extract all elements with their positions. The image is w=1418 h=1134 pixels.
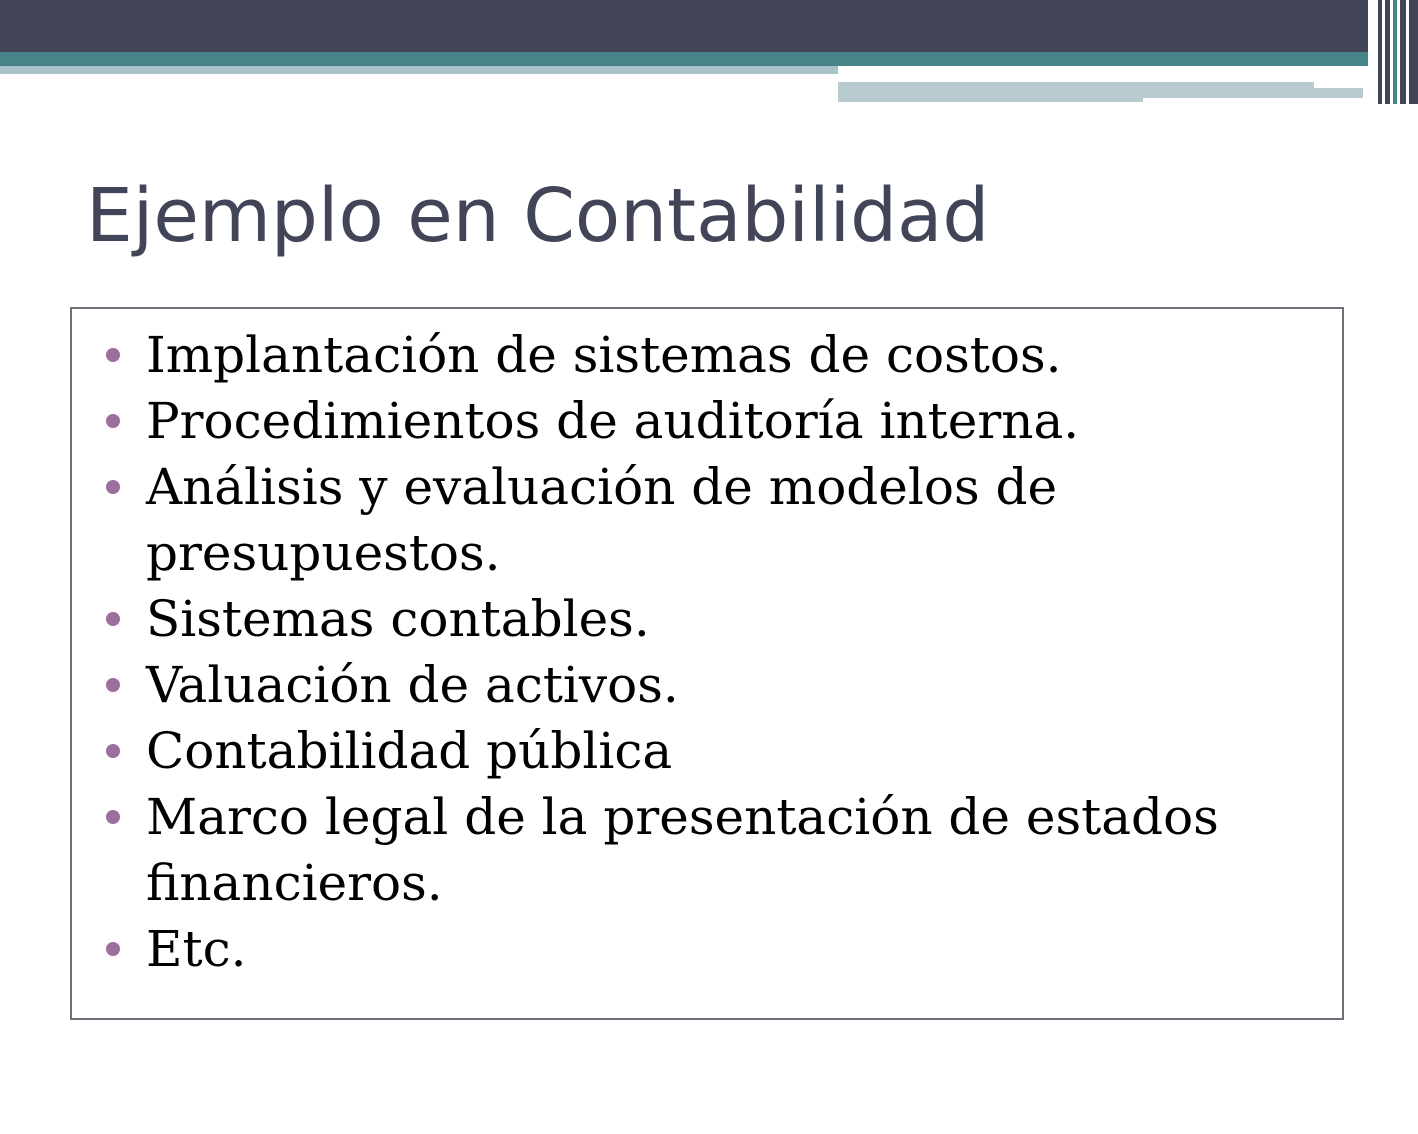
list-item-text: Marco legal de la presentación de estados financieros.: [146, 788, 1219, 912]
bullet-dot-icon: [106, 414, 120, 428]
list-item-text: Valuación de activos.: [146, 656, 679, 714]
bullet-dot-icon: [106, 942, 120, 956]
slide-title: Ejemplo en Contabilidad: [86, 173, 990, 259]
list-item-text: Análisis y evaluación de modelos de presupuestos.: [146, 458, 1058, 582]
list-item-text: Sistemas contables.: [146, 590, 650, 648]
list-item-text: Procedimientos de auditoría interna.: [146, 392, 1080, 450]
list-item: [102, 784, 1322, 916]
list-item-text: Contabilidad pública: [146, 722, 673, 780]
bullet-list: [102, 309, 1322, 982]
list-item: [102, 718, 1322, 784]
list-item-text: Implantación de sistemas de costos.: [146, 326, 1062, 384]
bullet-dot-icon: [106, 744, 120, 758]
header-band-light-left: [0, 66, 838, 74]
header-edge-stripes: [1368, 0, 1418, 104]
bullet-dot-icon: [106, 810, 120, 824]
header-band-teal: [0, 52, 1418, 66]
header-band-dark: [0, 0, 1418, 52]
bullet-dot-icon: [106, 480, 120, 494]
header-band-light-right-lower: [838, 88, 1143, 102]
list-item: [102, 454, 1322, 586]
content-box: [70, 307, 1344, 1020]
list-item: [102, 388, 1322, 454]
bullet-dot-icon: [106, 678, 120, 692]
list-item: [102, 586, 1322, 652]
list-item: [102, 916, 1322, 982]
list-item: [102, 322, 1322, 388]
bullet-dot-icon: [106, 612, 120, 626]
bullet-dot-icon: [106, 348, 120, 362]
list-item: [102, 652, 1322, 718]
header-band-light-right-tail: [1143, 88, 1363, 98]
list-item-text: Etc.: [146, 920, 247, 978]
